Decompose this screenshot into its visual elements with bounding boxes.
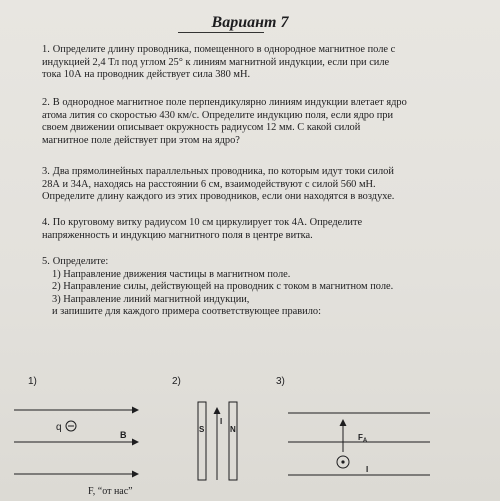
pole-label-n: N — [230, 425, 236, 434]
charge-label: q — [56, 422, 62, 433]
magnet-pole-right — [229, 402, 237, 480]
page-title: Вариант 7 — [211, 14, 289, 31]
task-number: 5. — [42, 256, 50, 267]
task-text-line: Определите длину каждого из этих проводников, если они находятся в воздухе. — [42, 191, 395, 203]
field-label: B — [120, 430, 127, 440]
current-label: I — [366, 465, 369, 474]
magnet-pole-left — [198, 402, 206, 480]
task-text-line: магнитное поле действует при этом на ядро? — [42, 134, 240, 146]
task-number: 3. — [42, 166, 50, 177]
task-text-line: тока 10А на проводник действует сила 380 мН. — [42, 69, 251, 81]
force-symbol: F — [358, 433, 363, 442]
task-subitem: 1) Направление движения частицы в магнитном поле. — [52, 268, 291, 280]
task-subitem: 2) Направление силы, действующей на проводник с током в магнитном поле. — [52, 281, 394, 293]
task-text-line: атома лития со скоростью 430 км/с. Определите индукцию поля, если ядро при — [42, 109, 394, 121]
task-text-line: Определите длину проводника, помещенного в однородное магнитное поле с — [52, 44, 396, 55]
task-subitem: и запишите для каждого примера соответствующее правило: — [52, 306, 322, 318]
current-label: I — [220, 417, 223, 426]
task-text-line: напряженность и индукцию магнитного поля в центре витка. — [42, 229, 313, 241]
task-number: 2. — [42, 97, 50, 108]
figure-3 — [288, 413, 430, 475]
task-text-line: индукцией 2,4 Тл под углом 25° к линиям магнитной индукции, если при силе — [42, 56, 390, 68]
figure-2-label: 2) — [172, 376, 181, 387]
task-text-line: Два прямолинейных параллельных проводника, по которым идут токи силой — [52, 166, 394, 177]
task-text-line: 28А и 34А, находясь на расстоянии 6 см, взаимодействуют с силой 560 мН. — [42, 178, 376, 190]
task-text-line: По круговому витку радиусом 10 см циркулирует ток 4А. Определите — [52, 217, 363, 228]
figure-1-label: 1) — [28, 376, 37, 387]
figure-1-caption: F, “от нас” — [88, 486, 133, 497]
task-subitem: 3) Направление линий магнитной индукции, — [52, 293, 250, 305]
pole-label-s: S — [199, 425, 205, 434]
task-text-line: своем движении описывает окружность радиусом 12 мм. С какой силой — [42, 122, 361, 134]
task-text-line: Определите: — [52, 256, 109, 267]
figure-3-label: 3) — [276, 376, 285, 387]
force-subscript: A — [362, 438, 368, 444]
current-dot-icon — [341, 460, 344, 463]
task-text-line: В однородное магнитное поле перпендикулярно линиям индукции влетает ядро — [52, 97, 407, 108]
task-number: 4. — [42, 217, 50, 228]
figure-1 — [14, 410, 138, 474]
task-number: 1. — [42, 44, 50, 55]
figure-2 — [198, 402, 237, 480]
